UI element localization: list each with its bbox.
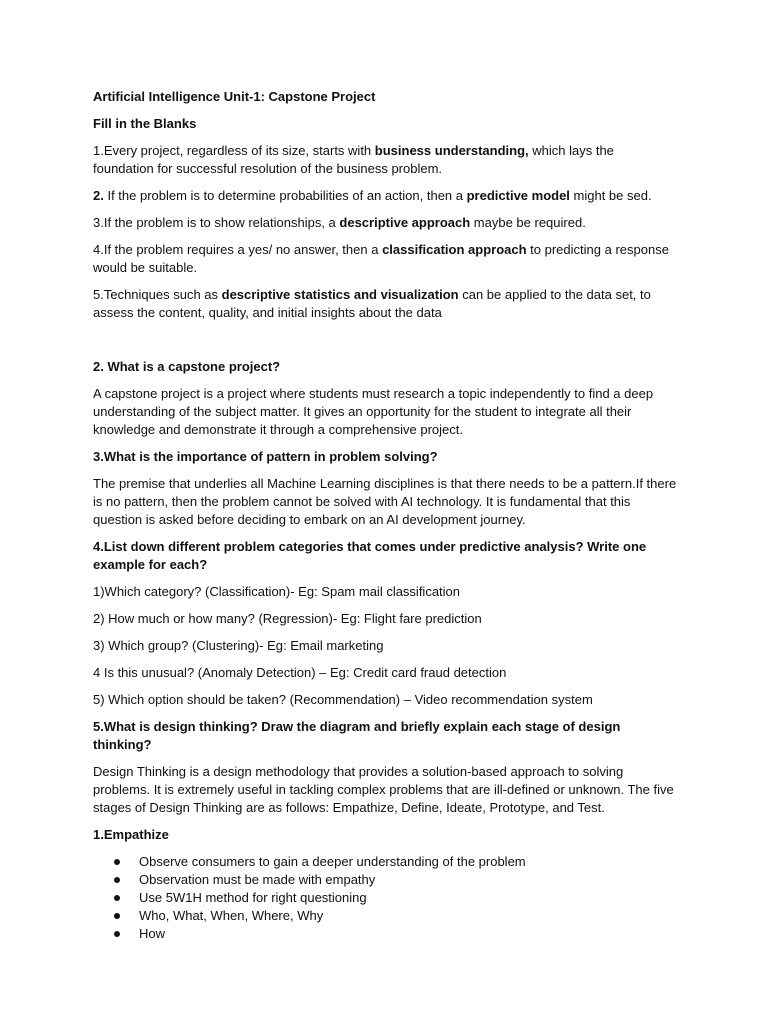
bullet-dot-icon: [114, 859, 120, 865]
answer-paragraph-2: A capstone project is a project where students must research a topic independently to find a deep understanding of the subject matter. It gives an opportunity for the student to integrate all their knowledge and demonstrate it through a comprehensive project.: [93, 386, 654, 437]
list-item: 3) Which group? (Clustering)- Eg: Email marketing: [93, 638, 384, 653]
list-item: 4 Is this unusual? (Anomaly Detection) – Eg: Credit card fraud detection: [93, 665, 507, 680]
list-item: 5) Which option should be taken? (Recommendation) – Video recommendation system: [93, 692, 593, 707]
question-heading-2: 2. What is a capstone project?: [93, 359, 281, 374]
bullet-dot-icon: [114, 877, 120, 883]
bullet-dot-icon: [114, 931, 120, 937]
answer-paragraph-5: Design Thinking is a design methodology that provides a solution-based approach to solving problems. It is extremely useful in tackling complex problems that are ill-defined or unknown. The five stages of Design Thinking are as follows: Empathize, Define, Ideate, Prototype, and Test.: [93, 764, 674, 815]
answer-paragraph-3: The premise that underlies all Machine Learning disciplines is that there needs to be a pattern.If there is no pattern, then the problem cannot be solved with AI technology. It is fundamental that this question is asked before deciding to embark on an AI development journey.: [93, 476, 677, 527]
bullet-item: Who, What, When, Where, Why: [93, 907, 678, 925]
bullet-item: Use 5W1H method for right questioning: [93, 889, 678, 907]
blank-item-1: 1.Every project, regardless of its size, starts with business understanding, which lays the foundation for successful resolution of the business problem.: [93, 143, 614, 176]
bullet-item: How: [93, 925, 678, 943]
section-heading-fill-blanks: Fill in the Blanks: [93, 116, 197, 131]
list-item: 1)Which category? (Classification)- Eg: Spam mail classification: [93, 584, 461, 599]
question-heading-4: 4.List down different problem categories that comes under predictive analysis? Write one example for each?: [93, 539, 647, 572]
question-heading-3: 3.What is the importance of pattern in problem solving?: [93, 449, 438, 464]
blank-item-3: 3.If the problem is to show relationships, a descriptive approach maybe be required.: [93, 215, 586, 230]
blank-item-5: 5.Techniques such as descriptive statistics and visualization can be applied to the data set, to assess the content, quality, and initial insights about the data: [93, 287, 651, 320]
bullet-dot-icon: [114, 895, 120, 901]
bullet-item: Observe consumers to gain a deeper understanding of the problem: [93, 853, 678, 871]
document-title: Artificial Intelligence Unit-1: Capstone Project: [93, 89, 376, 104]
section-spacer: [93, 331, 678, 358]
question-heading-5: 5.What is design thinking? Draw the diagram and briefly explain each stage of design thinking?: [93, 719, 621, 752]
blank-item-4: 4.If the problem requires a yes/ no answer, then a classification approach to predicting a response would be suitable.: [93, 242, 669, 275]
blank-item-2: 2. If the problem is to determine probabilities of an action, then a predictive model might be sed.: [93, 188, 652, 203]
bullet-dot-icon: [114, 913, 120, 919]
empathize-bullet-list: [93, 853, 678, 943]
bullet-item: Observation must be made with empathy: [93, 871, 678, 889]
stage-heading-empathize: 1.Empathize: [93, 827, 169, 842]
list-item: 2) How much or how many? (Regression)- Eg: Flight fare prediction: [93, 611, 482, 626]
